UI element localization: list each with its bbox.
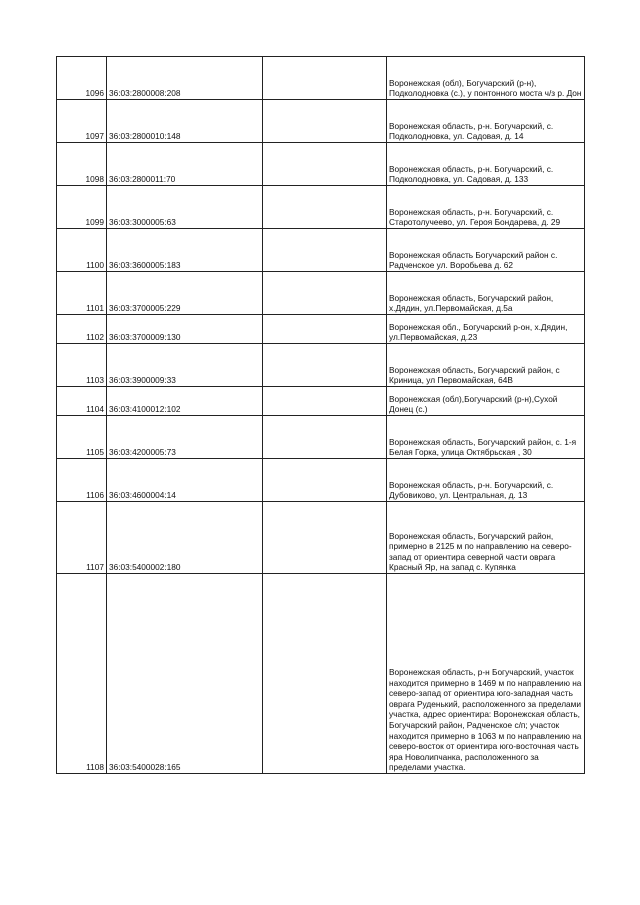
row-number-cell: 1108 <box>57 574 107 774</box>
row-number-cell: 1097 <box>57 100 107 143</box>
address-cell: Воронежская область, Богучарский район, с Криница, ул Первомайская, 64В <box>387 344 585 387</box>
cadastral-number-cell: 36:03:5400002:180 <box>107 502 263 574</box>
row-number-cell: 1102 <box>57 315 107 344</box>
row-number-cell: 1107 <box>57 502 107 574</box>
address-cell: Воронежская область Богучарский район с. Радченское ул. Воробьева д. 62 <box>387 229 585 272</box>
address-cell: Воронежская (обл),Богучарский (р-н),Сухой Донец (с.) <box>387 387 585 416</box>
empty-cell <box>263 416 387 459</box>
cadastral-number-cell: 36:03:4200005:73 <box>107 416 263 459</box>
row-number-cell: 1096 <box>57 57 107 100</box>
table-row <box>57 315 585 344</box>
row-number-cell: 1099 <box>57 186 107 229</box>
empty-cell <box>263 344 387 387</box>
empty-cell <box>263 502 387 574</box>
table-row <box>57 100 585 143</box>
row-number-cell: 1104 <box>57 387 107 416</box>
cadastral-number-cell: 36:03:3900009:33 <box>107 344 263 387</box>
address-cell: Воронежская обл., Богучарский р-он, х.Дядин, ул.Первомайская, д.23 <box>387 315 585 344</box>
table-row <box>57 502 585 574</box>
cadastral-number-cell: 36:03:3700005:229 <box>107 272 263 315</box>
table-row <box>57 229 585 272</box>
cadastral-number-cell: 36:03:4100012:102 <box>107 387 263 416</box>
table-row <box>57 416 585 459</box>
table-row <box>57 344 585 387</box>
land-plot-registry-table <box>56 56 585 774</box>
address-cell: Воронежская область, р-н. Богучарский, с. Подколодновка, ул. Садовая, д. 14 <box>387 100 585 143</box>
table-row <box>57 272 585 315</box>
address-cell: Воронежская область, Богучарский район, х.Дядин, ул.Первомайская, д.5а <box>387 272 585 315</box>
table-row <box>57 57 585 100</box>
empty-cell <box>263 574 387 774</box>
empty-cell <box>263 315 387 344</box>
cadastral-number-cell: 36:03:3000005:63 <box>107 186 263 229</box>
row-number-cell: 1100 <box>57 229 107 272</box>
row-number-cell: 1105 <box>57 416 107 459</box>
address-cell: Воронежская область, р-н. Богучарский, с. Подколодновка, ул. Садовая, д. 133 <box>387 143 585 186</box>
empty-cell <box>263 143 387 186</box>
cadastral-number-cell: 36:03:3700009:130 <box>107 315 263 344</box>
empty-cell <box>263 186 387 229</box>
registry-table-body <box>57 57 585 774</box>
address-cell: Воронежская область, Богучарский район, с. 1-я Белая Горка, улица Октябрьская , 30 <box>387 416 585 459</box>
empty-cell <box>263 100 387 143</box>
row-number-cell: 1106 <box>57 459 107 502</box>
cadastral-number-cell: 36:03:4600004:14 <box>107 459 263 502</box>
cadastral-number-cell: 36:03:3600005:183 <box>107 229 263 272</box>
empty-cell <box>263 229 387 272</box>
table-row <box>57 574 585 774</box>
address-cell: Воронежская область, Богучарский район, примерно в 2125 м по направлению на северо-запад от ориентира северной части оврага Красный Яр, на запад с. Купянка <box>387 502 585 574</box>
table-row <box>57 387 585 416</box>
table-row <box>57 186 585 229</box>
address-cell: Воронежская область, р-н. Богучарский, с. Старотолучеево, ул. Героя Бондарева, д. 29 <box>387 186 585 229</box>
address-cell: Воронежская (обл), Богучарский (р-н), Подколодновка (с.), у понтонного моста ч/з р. Дон <box>387 57 585 100</box>
empty-cell <box>263 57 387 100</box>
row-number-cell: 1098 <box>57 143 107 186</box>
table-row <box>57 459 585 502</box>
row-number-cell: 1101 <box>57 272 107 315</box>
address-cell: Воронежская область, р-н. Богучарский, с. Дубовиково, ул. Центральная, д. 13 <box>387 459 585 502</box>
cadastral-number-cell: 36:03:2800008:208 <box>107 57 263 100</box>
row-number-cell: 1103 <box>57 344 107 387</box>
empty-cell <box>263 459 387 502</box>
address-cell: Воронежская область, р-н Богучарский, участок находится примерно в 1469 м по направлению на северо-запад от ориентира юго-западная часть оврага Руденький, расположенного за пределами участка, адрес ориентира: Воронежская область, Богучарский район, Радченское с/п; участок находится примерно в 1063 м по направлению на северо-восток от ориентира юго-восточная часть яра Новолипчанка, расположенного за пределами участка. <box>387 574 585 774</box>
cadastral-number-cell: 36:03:2800011:70 <box>107 143 263 186</box>
table-row <box>57 143 585 186</box>
cadastral-number-cell: 36:03:5400028:165 <box>107 574 263 774</box>
cadastral-number-cell: 36:03:2800010:148 <box>107 100 263 143</box>
empty-cell <box>263 387 387 416</box>
empty-cell <box>263 272 387 315</box>
